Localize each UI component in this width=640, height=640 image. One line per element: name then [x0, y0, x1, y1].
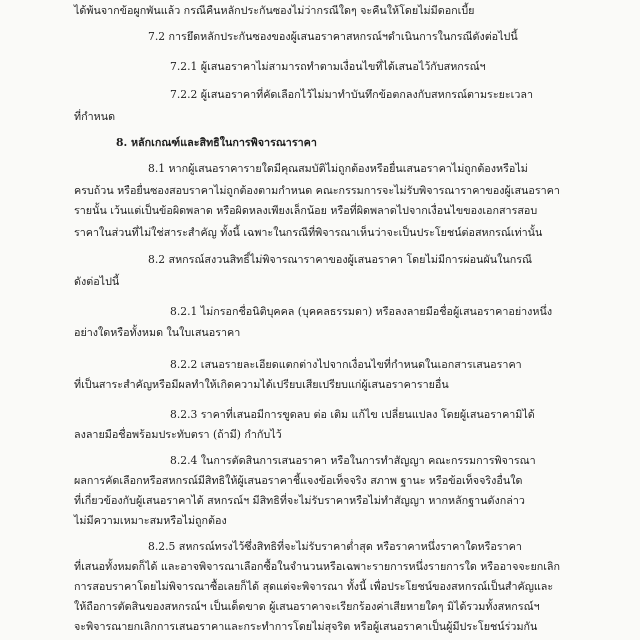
paragraph-line: ไม่มีความเหมาะสมหรือไม่ถูกต้อง: [74, 514, 227, 528]
paragraph-line: ราคาในส่วนที่ไม่ใช่สาระสำคัญ ทั้งนี้ เฉพาะในกรณีที่พิจารณาเห็นว่าจะเป็นประโยชน์ต่อสหกรณ์เท่านั้น: [74, 226, 543, 240]
paragraph-line: ดังต่อไปนี้: [74, 274, 120, 288]
clause-8-2-3: 8.2.3 ราคาที่เสนอมีการขูดลบ ต่อ เติม แก้ไข เปลี่ยนแปลง โดยผู้เสนอราคามิได้: [170, 408, 535, 422]
clause-8-2-2: 8.2.2 เสนอรายละเอียดแตกต่างไปจากเงื่อนไขที่กำหนดในเอกสารเสนอราคา: [170, 358, 522, 371]
paragraph-line: ครบถ้วน หรือยื่นซองสอบราคาไม่ถูกต้องตามกำหนด คณะกรรมการจะไม่รับพิจารณาราคาของผู้เสนอราคา: [74, 183, 560, 197]
clause-8-2: 8.2 สหกรณ์สงวนสิทธิ์ไม่พิจารณาราคาของผู้เสนอราคา โดยไม่มีการผ่อนผันในกรณี: [148, 253, 532, 266]
clause-7-2-2: 7.2.2 ผู้เสนอราคาที่คัดเลือกไว้ไม่มาทำบันทึกข้อตกลงกับสหกรณ์ตามระยะเวลา: [170, 88, 534, 102]
clause-8-1: 8.1 หากผู้เสนอราคารายใดมีคุณสมบัติไม่ถูกต้องหรือยื่นเสนอราคาไม่ถูกต้องหรือไม่: [148, 161, 528, 175]
paragraph-line: การสอบราคาโดยไม่พิจารณาซื้อเลยก็ได้ สุดแต่จะพิจารณา ทั้งนี้ เพื่อประโยชน์ของสหกรณ์เป็นสำคัญและ: [74, 580, 554, 594]
paragraph-line: ผลการคัดเลือกหรือสหกรณ์มีสิทธิให้ผู้เสนอราคาชี้แจงข้อเท็จจริง สภาพ ฐานะ หรือข้อเท็จจริงอื่นใด: [74, 474, 523, 488]
paragraph-line: ให้ถือการตัดสินของสหกรณ์ฯ เป็นเด็ดขาด ผู้เสนอราคาจะเรียกร้องค่าเสียหายใดๆ มิได้รวมทั้งสหกรณ์ฯ: [74, 600, 540, 613]
paragraph-line: ที่เป็นสาระสำคัญหรือมีผลทำให้เกิดความได้เปรียบเสียเปรียบแก่ผู้เสนอราคารายอื่น: [74, 377, 449, 391]
clause-7-2: 7.2 การยึดหลักประกันซองของผู้เสนอราคาสหกรณ์ฯดำเนินการในกรณีดังต่อไปนี้: [148, 30, 518, 43]
paragraph-line: ได้พ้นจากข้อผูกพันแล้ว กรณีคืนหลักประกันซองไม่ว่ากรณีใดๆ จะคืนให้โดยไม่มีดอกเบี้ย: [74, 4, 475, 17]
section-8-heading: 8. หลักเกณฑ์และสิทธิในการพิจารณาราคา: [116, 135, 317, 149]
clause-8-2-4: 8.2.4 ในการตัดสินการเสนอราคา หรือในการทำสัญญา คณะกรรมการพิจารณา: [170, 454, 536, 468]
paragraph-line: ที่เกี่ยวข้องกับผู้เสนอราคาได้ สหกรณ์ฯ มีสิทธิที่จะไม่รับราคาหรือไม่ทำสัญญา หากหลักฐานดังกล่าว: [74, 494, 525, 508]
paragraph-line: จะพิจารณายกเลิกการเสนอราคาและกระทำการโดยไม่สุจริต หรือผู้เสนอราคาเป็นผู้มีประโยชน์ร่วมกัน: [74, 620, 538, 633]
paragraph-line: ที่เสนอทั้งหมดก็ได้ และอาจพิจารณาเลือกซื้อในจำนวนหรือเฉพาะรายการหนึ่งรายการใด หรืออาจจะยกเลิก: [74, 560, 561, 574]
clause-8-2-5: 8.2.5 สหกรณ์ทรงไว้ซึ่งสิทธิที่จะไม่รับราคาต่ำสุด หรือราคาหนึ่งราคาใดหรือราคา: [148, 540, 522, 554]
paragraph-line: รายนั้น เว้นแต่เป็นข้อผิดพลาด หรือผิดหลงเพียงเล็กน้อย หรือที่ผิดพลาดไปจากเงื่อนไขของเอกสารสอบ: [74, 204, 538, 218]
paragraph-line: อย่างใดหรือทั้งหมด ในใบเสนอราคา: [74, 325, 241, 339]
clause-7-2-1: 7.2.1 ผู้เสนอราคาไม่สามารถทำตามเงื่อนไขที่ได้เสนอไว้กับสหกรณ์ฯ: [170, 59, 486, 73]
clause-8-2-1: 8.2.1 ไม่กรอกชื่อนิติบุคคล (บุคคลธรรมดา) หรือลงลายมือชื่อผู้เสนอราคาอย่างหนึ่ง: [170, 305, 553, 319]
paragraph-line: ที่กำหนด: [74, 109, 116, 123]
paragraph-line: ลงลายมือชื่อพร้อมประทับตรา (ถ้ามี) กำกับไว้: [74, 428, 282, 442]
